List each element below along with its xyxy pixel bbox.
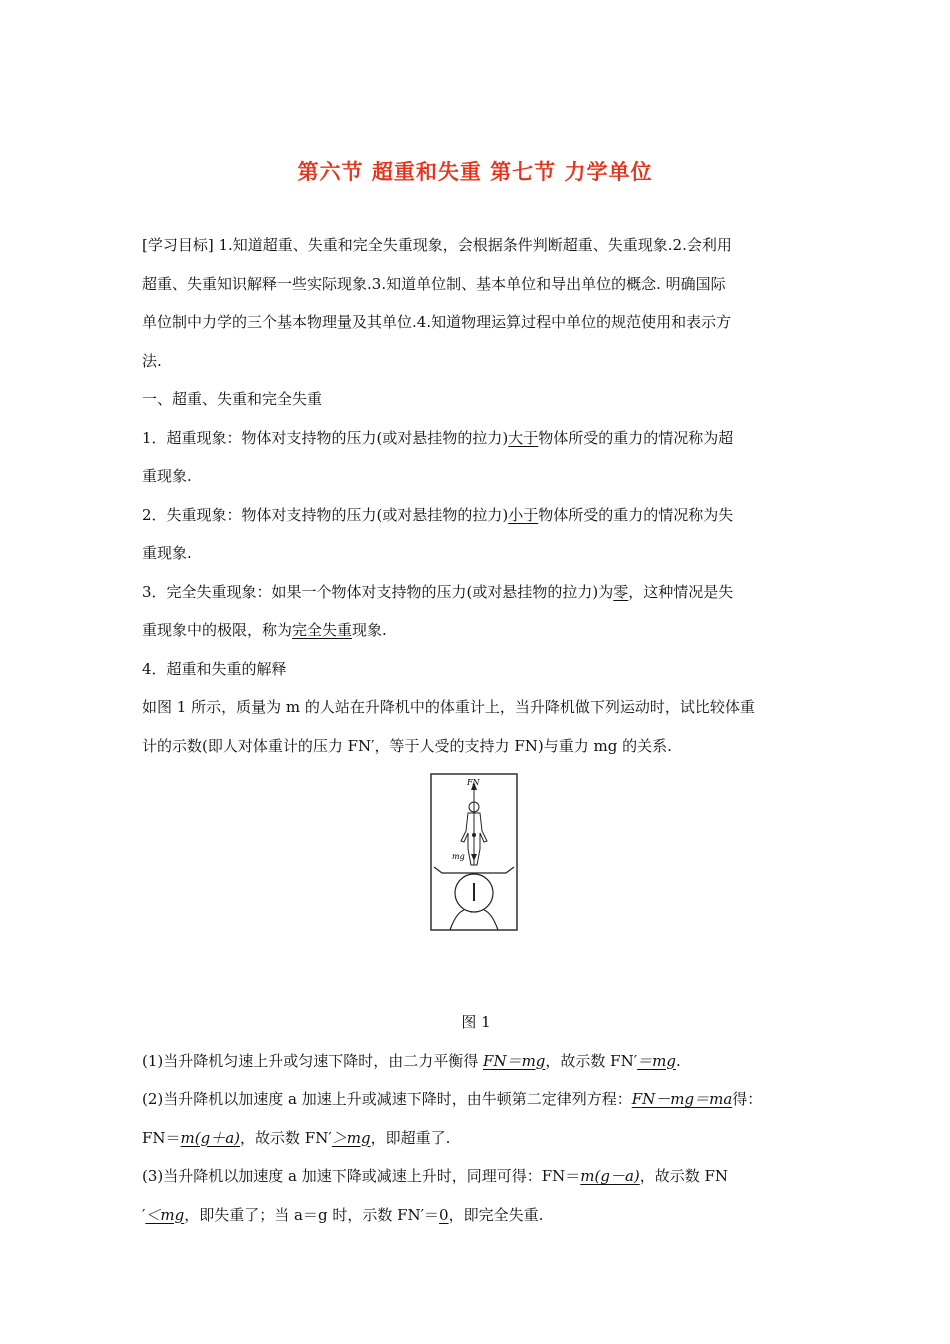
answer-blank: 小于 <box>508 505 539 524</box>
text: ，故示数 FN′ <box>240 1128 332 1147</box>
item-complete-weightless <box>142 573 810 612</box>
text: (2)当升降机以加速度 a 加速上升或减速下降时，由牛顿第二定律列方程： <box>142 1090 632 1108</box>
intro-line-1: 如图 1 所示，质量为 m 的人站在升降机中的体重计上，当升降机做下列运动时，试比较体重 <box>142 698 755 716</box>
text: 现象. <box>352 621 387 639</box>
item-weightless-cont: 重现象. <box>142 544 192 562</box>
scale-base <box>450 910 498 930</box>
answer-blank: 零 <box>613 582 629 601</box>
goals-line-2: 超重、失重知识解释一些实际现象.3.知道单位制、基本单位和导出单位的概念. 明确国际 <box>142 274 726 293</box>
document-body <box>142 226 810 1234</box>
text: 物体所受的重力的情况称为失 <box>538 505 734 524</box>
floor-platform <box>434 867 514 873</box>
text: ，即完全失重. <box>448 1205 544 1224</box>
case-1 <box>142 1042 810 1081</box>
case-2 <box>142 1080 810 1119</box>
item-explanation-heading: 4．超重和失重的解释 <box>142 659 287 678</box>
text: ，即超重了. <box>370 1128 451 1147</box>
text: 3．完全失重现象：如果一个物体对支持物的压力(或对悬挂物的拉力)为 <box>142 582 614 601</box>
answer-blank: 大于 <box>508 428 539 447</box>
answer-blank: ＝mg <box>637 1051 676 1070</box>
text: 重现象中的极限，称为 <box>142 621 293 639</box>
case-3 <box>142 1157 810 1196</box>
text: FN＝ <box>142 1128 181 1147</box>
text: 1．超重现象：物体对支持物的压力(或对悬挂物的拉力) <box>142 428 509 447</box>
answer-blank: ＜mg <box>145 1205 185 1224</box>
item-complete-weightless-cont <box>142 611 810 650</box>
text: (1)当升降机匀速上升或匀速下降时，由二力平衡得 <box>142 1051 484 1070</box>
item-overweight-cont: 重现象. <box>142 467 192 485</box>
page-title: 第六节 超重和失重 第七节 力学单位 <box>297 160 653 184</box>
force-down-label: mg <box>452 852 465 861</box>
center-of-mass <box>472 833 476 837</box>
answer-blank: m(g＋a) <box>180 1128 241 1147</box>
text: ，故示数 FN′ <box>545 1051 638 1070</box>
text: ，故示数 FN <box>639 1167 729 1185</box>
answer-blank: ＞mg <box>331 1128 371 1147</box>
elevator-diagram <box>430 773 518 931</box>
goals-line-3: 单位制中力学的三个基本物理量及其单位.4.知道物理运算过程中单位的规范使用和表示方 <box>142 313 732 331</box>
text: . <box>675 1051 681 1070</box>
figure-caption: 图 1 <box>461 1013 491 1031</box>
text: 得： <box>732 1090 763 1108</box>
case-3-cont <box>142 1196 810 1235</box>
force-down-arrowhead <box>471 854 477 861</box>
text: (3)当升降机以加速度 a 加速下降或减速上升时，同理可得：FN＝ <box>142 1167 581 1185</box>
text: ，这种情况是失 <box>628 582 734 601</box>
text: ，即失重了；当 a＝g 时，示数 FN′＝ <box>184 1205 440 1224</box>
answer-blank: m(g－a) <box>580 1167 640 1185</box>
item-overweight <box>142 419 810 458</box>
text: 2．失重现象：物体对支持物的压力(或对悬挂物的拉力) <box>142 505 509 524</box>
goals-line-1: [学习目标] 1.知道超重、失重和完全失重现象，会根据条件判断超重、失重现象.2.会利用 <box>142 236 732 254</box>
elevator-figure <box>142 773 810 999</box>
text: ′ <box>142 1205 146 1224</box>
answer-blank: 完全失重 <box>292 621 353 639</box>
goals-line-4: 法. <box>142 351 162 370</box>
section-heading: 一、超重、失重和完全失重 <box>142 390 323 408</box>
force-up-label: FN <box>467 778 480 787</box>
answer-blank: FN－mg＝ma <box>631 1090 733 1108</box>
case-2-cont <box>142 1119 810 1158</box>
item-weightless <box>142 496 810 535</box>
text: 物体所受的重力的情况称为超 <box>538 428 734 447</box>
answer-blank: FN＝mg <box>483 1051 546 1070</box>
intro-line-2: 计的示数(即人对体重计的压力 FN′，等于人受的支持力 FN)与重力 mg 的关系. <box>142 736 672 755</box>
answer-blank: 0 <box>439 1205 449 1224</box>
